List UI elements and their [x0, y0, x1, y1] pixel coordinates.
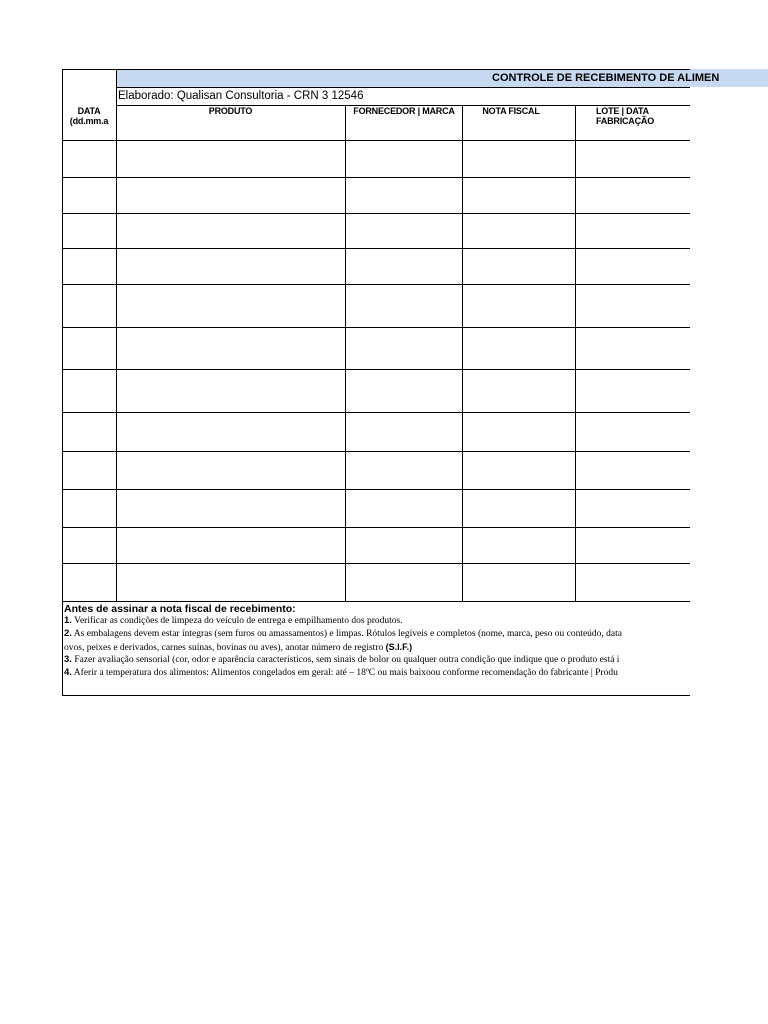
table-row[interactable] [63, 490, 690, 527]
note-line [64, 667, 690, 679]
col-header-data [62, 106, 116, 126]
table-row[interactable] [63, 249, 690, 284]
table-row[interactable] [63, 328, 690, 369]
prepared-by: Elaborado: Qualisan Consultoria - CRN 3 12546 [118, 90, 364, 102]
note-line [64, 641, 690, 654]
note-number: 2. [64, 628, 72, 639]
note-number: 1. [64, 615, 72, 626]
col-header-sublabel: FABRICAÇÃO [596, 116, 654, 126]
note-number: 3. [64, 654, 72, 665]
col-header-label: DATA [77, 106, 101, 116]
table-row[interactable] [63, 413, 690, 451]
note-text: Verificar as condições de limpeza do veículo de entrega e empilhamento dos produtos. [71, 616, 403, 626]
col-header-nota-fiscal [462, 106, 560, 116]
note-text: Fazer avaliação sensorial (cor, odor e aparência característicos, sem sinais de bolor ou qualquer outra condição que indique que o produto está i [71, 655, 620, 665]
table-row[interactable] [63, 178, 690, 213]
col-header-label: FORNECEDOR | MARCA [353, 106, 455, 116]
col-header-sublabel: (dd.mm.a [69, 116, 109, 126]
col-header-label: LOTE | DATA [596, 106, 649, 116]
note-line [64, 654, 690, 666]
col-header-produto [116, 106, 345, 116]
note-text: ovos, peixes e derivados, carnes suínas, bovinas ou aves), anotar número de registro [64, 643, 386, 653]
table-row[interactable] [63, 141, 690, 177]
note-line [64, 615, 690, 627]
table-row[interactable] [63, 285, 690, 327]
note-line [64, 628, 690, 640]
note-text: As embalagens devem estar íntegras (sem furos ou amassamentos) e limpas. Rótulos legíveis e completos (nome, marca, peso ou conteúdo, data [71, 629, 623, 639]
note-text: Aferir a temperatura dos alimentos: Alimentos congelados em geral: até – 18ºC ou mais baixoou conforme recomendação do fabricante | Produ [71, 668, 618, 678]
note-number: 4. [64, 667, 72, 678]
table-row[interactable] [63, 528, 690, 563]
table-row[interactable] [63, 214, 690, 248]
col-header-label: PRODUTO [208, 106, 253, 116]
notes-title: Antes de assinar a nota fiscal de recebimento: [64, 603, 296, 615]
col-header-lote [596, 106, 690, 126]
table-row[interactable] [63, 452, 690, 489]
col-header-label: NOTA FISCAL [482, 106, 540, 116]
col-header-fornecedor [346, 106, 462, 116]
note-emphasis: (S.I.F.) [385, 642, 413, 652]
sheet-title: CONTROLE DE RECEBIMENTO DE ALIMEN [492, 72, 720, 84]
table-row[interactable] [63, 564, 690, 601]
table-row[interactable] [63, 370, 690, 412]
